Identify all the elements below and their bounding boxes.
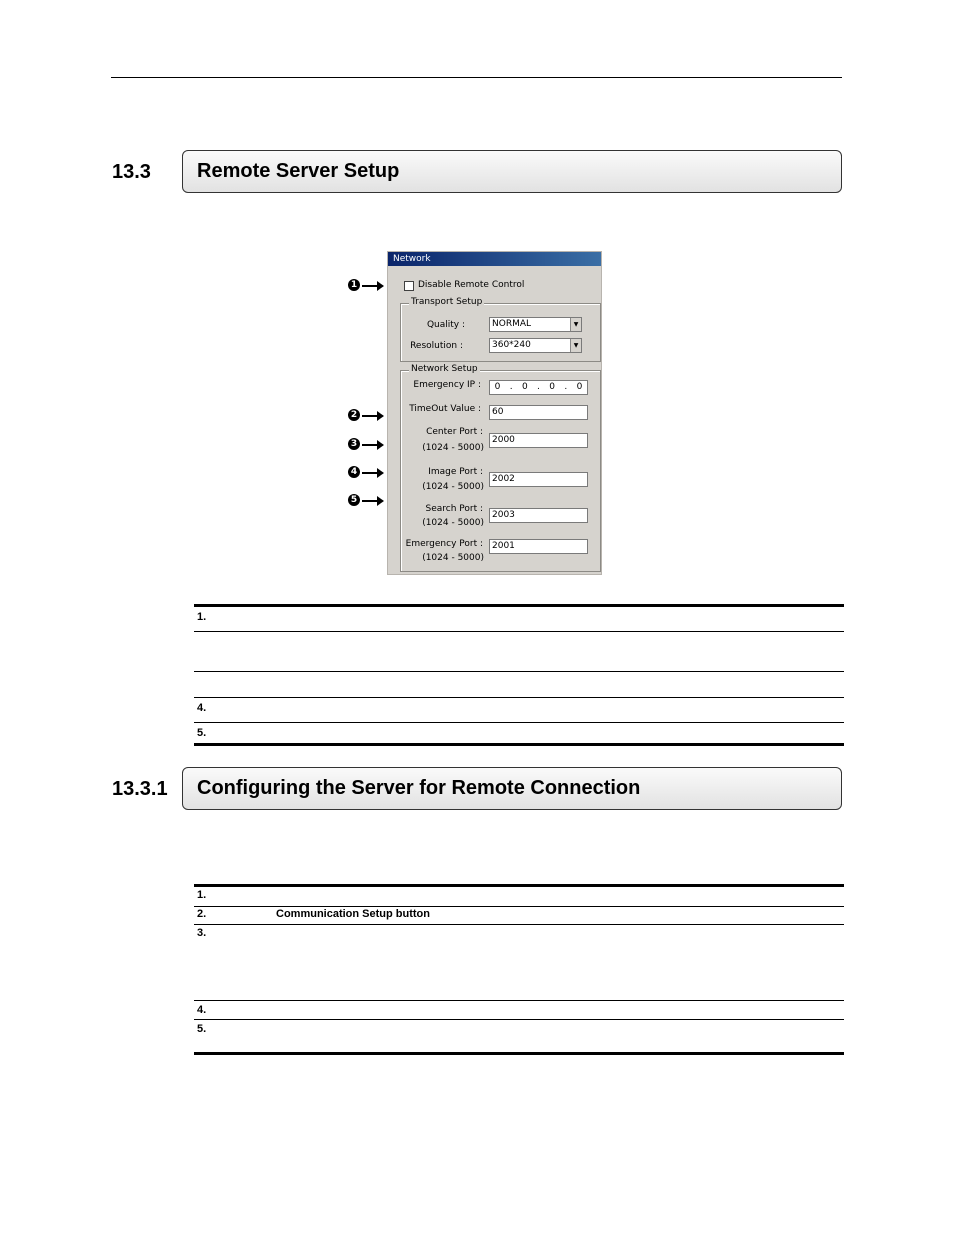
callout-1: 1 [348, 279, 360, 291]
image-port-label: Image Port : [428, 467, 483, 477]
table-rule [194, 722, 844, 723]
table-row-number: 1. [197, 611, 207, 623]
table-rule [194, 604, 844, 607]
section-title: Configuring the Server for Remote Connection [197, 777, 641, 799]
table-row-number: 4. [197, 702, 207, 714]
callout-5: 5 [348, 494, 360, 506]
quality-label: Quality : [426, 320, 465, 330]
emergency-port-input[interactable]: 2001 [489, 539, 588, 554]
network-setup-group [400, 364, 601, 572]
table-row-number: 2. [197, 908, 207, 920]
table-rule [194, 1019, 844, 1020]
table-rule [194, 697, 844, 698]
search-port-range: (1024 - 5000) [422, 518, 484, 528]
disable-remote-label: Disable Remote Control [418, 280, 525, 290]
table-row-number: 4. [197, 1004, 207, 1016]
communication-setup-text: Communication Setup button [276, 908, 430, 920]
callout-arrow [362, 444, 378, 446]
callout-2: 2 [348, 409, 360, 421]
table-row-number: 5. [197, 1023, 207, 1035]
center-port-label: Center Port : [426, 427, 483, 437]
table-rule [194, 1000, 844, 1001]
header-rule [111, 77, 842, 78]
network-setup-label: Network Setup [411, 364, 478, 374]
emergency-ip-field[interactable]: 0 . 0 . 0 . 0 [489, 380, 588, 395]
callout-arrow [362, 415, 378, 417]
emergency-port-label: Emergency Port : [405, 539, 483, 549]
emergency-ip-label: Emergency IP : [413, 380, 481, 390]
disable-remote-checkbox[interactable] [404, 281, 414, 291]
dialog-title-bar: Network [388, 252, 601, 266]
resolution-select[interactable] [489, 338, 582, 353]
table-rule [194, 743, 844, 746]
image-port-input[interactable]: 2002 [489, 472, 588, 487]
table-rule [194, 671, 844, 672]
section-number: 13.3 [112, 161, 151, 183]
table-rule [194, 884, 844, 887]
quality-value: NORMAL [492, 319, 532, 329]
callout-arrow [362, 285, 378, 287]
table-row-number: 5. [197, 727, 207, 739]
emergency-port-range: (1024 - 5000) [422, 553, 484, 563]
timeout-label: TimeOut Value : [409, 404, 481, 414]
table-row-number: 1. [197, 889, 207, 901]
ip-octet: 0 [494, 382, 501, 392]
network-dialog [387, 251, 602, 575]
table-row-number: 3. [197, 927, 207, 939]
center-port-input[interactable]: 2000 [489, 433, 588, 448]
search-port-label: Search Port : [425, 504, 483, 514]
section-title-box [182, 767, 842, 810]
table-rule [194, 924, 844, 925]
chevron-down-icon[interactable]: ▼ [570, 318, 581, 331]
section-number: 13.3.1 [112, 778, 168, 800]
table-rule [194, 631, 844, 632]
transport-setup-label: Transport Setup [411, 297, 483, 307]
section-title-box [182, 150, 842, 193]
search-port-input[interactable]: 2003 [489, 508, 588, 523]
timeout-input[interactable]: 60 [489, 405, 588, 420]
callout-arrow [362, 472, 378, 474]
resolution-value: 360*240 [492, 340, 531, 350]
ip-octet: 0 [521, 382, 528, 392]
image-port-range: (1024 - 5000) [422, 482, 484, 492]
chevron-down-icon[interactable]: ▼ [570, 339, 581, 352]
ip-octet: 0 [576, 382, 583, 392]
callout-4: 4 [348, 466, 360, 478]
section-title: Remote Server Setup [197, 160, 400, 182]
center-port-range: (1024 - 5000) [422, 443, 484, 453]
resolution-label: Resolution : [410, 341, 463, 351]
callout-arrow [362, 500, 378, 502]
callout-3: 3 [348, 438, 360, 450]
ip-octet: 0 [549, 382, 555, 392]
table-rule [194, 1052, 844, 1055]
table-rule [194, 906, 844, 907]
quality-select[interactable] [489, 317, 582, 332]
transport-setup-group [400, 297, 601, 362]
